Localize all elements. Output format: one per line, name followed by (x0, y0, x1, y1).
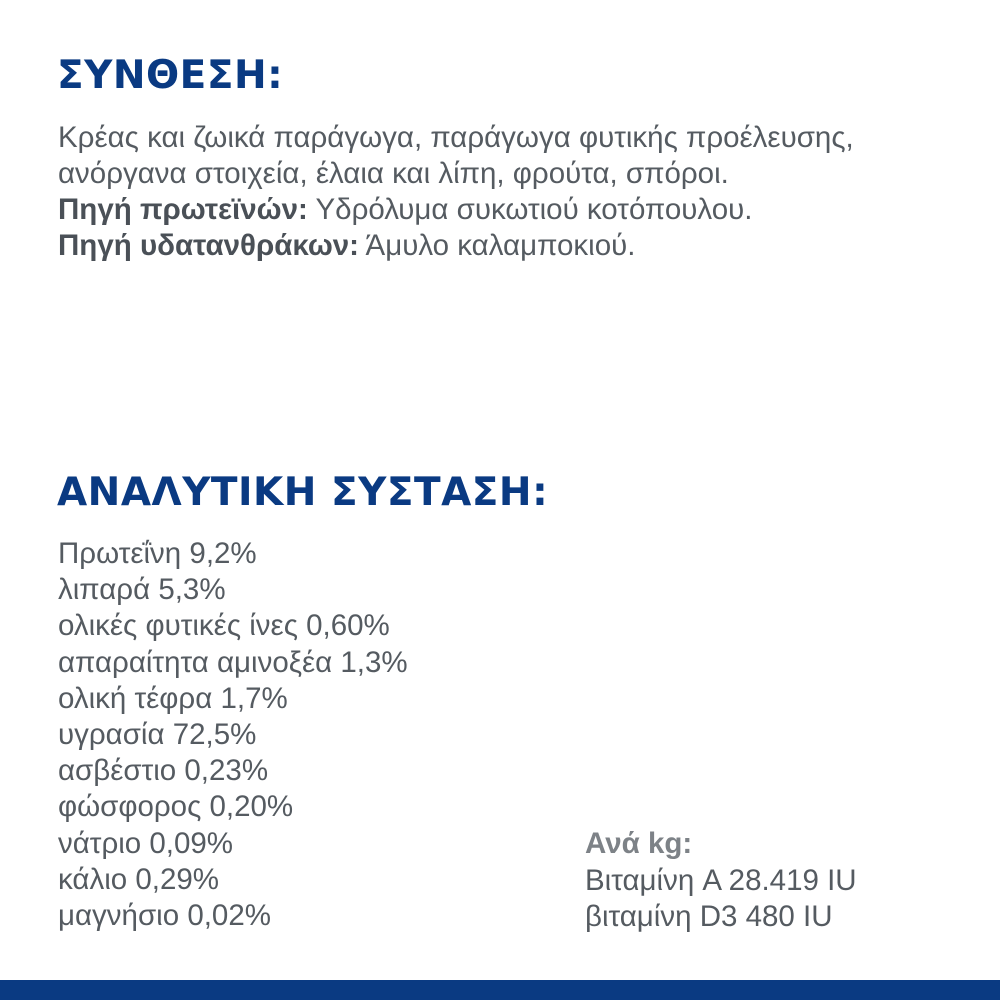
carb-source-value: Άμυλο καλαμποκιού. (358, 229, 636, 262)
per-kg-section (585, 826, 857, 936)
analytical-item-protein: Πρωτεΐνη 9,2% (58, 537, 257, 570)
analytical-item-phosphorus: φώσφορος 0,20% (58, 790, 294, 824)
analytical-item-ash: ολική τέφρα 1,7% (58, 681, 288, 715)
carb-source-label: Πηγή υδατανθράκων: (58, 229, 359, 262)
protein-source-line (58, 192, 978, 228)
analytical-item-amino-acids: απαραίτητα αμινοξέα 1,3% (58, 645, 408, 679)
ingredients-text: Κρέας και ζωικά παράγωγα, παράγωγα φυτικής προέλευσης, ανόργανα στοιχεία, έλαια και λίπη, φρούτα, σπόροι. (58, 121, 854, 190)
per-kg-title: Ανά kg: (585, 827, 693, 860)
bottom-bar (0, 980, 1000, 1000)
analytical-list (58, 536, 408, 934)
per-kg-vitamin-d3: βιταμίνη D3 480 IU (585, 900, 833, 933)
protein-source-value: Υδρόλυμα συκωτιού κοτόπουλου. (307, 193, 753, 226)
analytical-item-potassium: κάλιο 0,29% (58, 862, 219, 896)
analytical-item-fat: λιπαρά 5,3% (58, 573, 226, 607)
analytical-item-magnesium: μαγνήσιο 0,02% (58, 899, 271, 933)
composition-heading: ΣΥΝΘΕΣΗ: (57, 53, 284, 98)
per-kg-vitamin-a: Βιταμίνη A 28.419 IU (585, 863, 857, 897)
analytical-item-sodium: νάτριο 0,09% (58, 826, 234, 860)
analytical-item-moisture: υγρασία 72,5% (58, 718, 257, 752)
composition-section (58, 120, 978, 264)
analytical-item-calcium: ασβέστιο 0,23% (58, 754, 269, 788)
analytical-heading: ΑΝΑΛΥΤΙΚΗ ΣΥΣΤΑΣΗ: (57, 470, 549, 515)
carb-source-line (58, 228, 978, 264)
analytical-item-fiber: ολικές φυτικές ίνες 0,60% (58, 609, 390, 643)
protein-source-label: Πηγή πρωτεϊνών: (58, 193, 308, 226)
